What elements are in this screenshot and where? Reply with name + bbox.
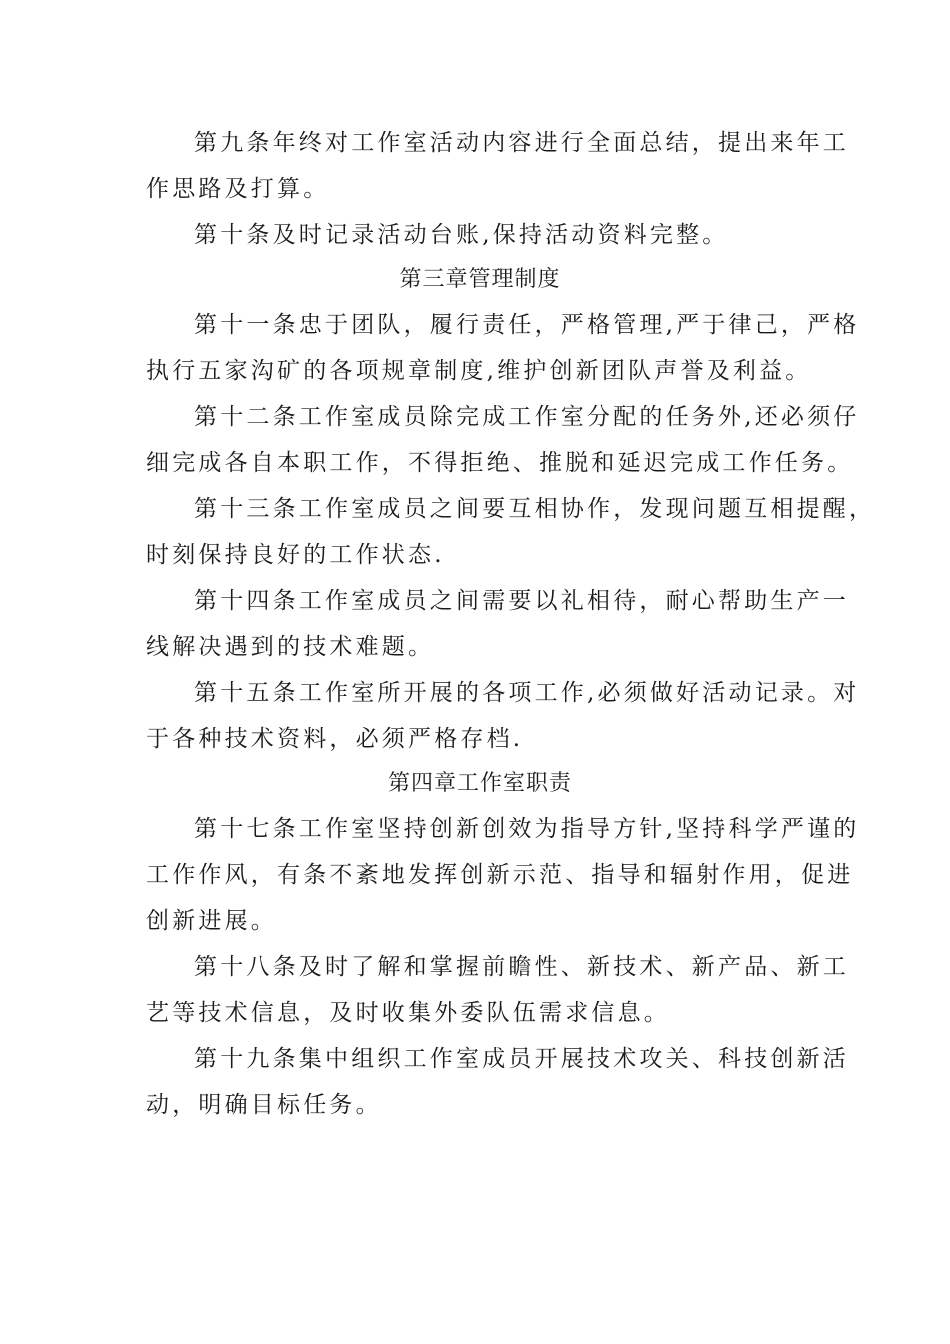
paragraph-line: 第十三条工作室成员之间要互相协作，发现问题互相提醒， bbox=[194, 496, 876, 522]
article-11 bbox=[146, 302, 860, 394]
article-9 bbox=[146, 120, 849, 212]
article-15 bbox=[146, 670, 860, 762]
paragraph-line: 艺等技术信息，及时收集外委队伍需求信息。 bbox=[146, 1000, 670, 1026]
paragraph-line: 细完成各自本职工作，不得拒绝、推脱和延迟完成工作任务。 bbox=[146, 450, 854, 476]
article-19 bbox=[146, 1036, 849, 1128]
paragraph-line: 第九条年终对工作室活动内容进行全面总结，提出来年工 bbox=[194, 130, 849, 156]
paragraph-line: 工作作风，有条不紊地发挥创新示范、指导和辐射作用，促进 bbox=[146, 862, 854, 888]
paragraph-line: 第十九条集中组织工作室成员开展技术攻关、科技创新活 bbox=[194, 1046, 849, 1072]
paragraph-line: 创新进展。 bbox=[146, 908, 277, 934]
paragraph-line: 第十八条及时了解和掌握前瞻性、新技术、新产品、新工 bbox=[194, 954, 849, 980]
chapter-heading: 第三章管理制度 bbox=[399, 267, 561, 292]
paragraph-line: 动，明确目标任务。 bbox=[146, 1092, 382, 1118]
article-12 bbox=[146, 394, 860, 486]
article-13 bbox=[146, 486, 876, 578]
article-17 bbox=[146, 806, 860, 944]
article-10 bbox=[146, 212, 806, 258]
article-18 bbox=[146, 944, 849, 1036]
document-page bbox=[146, 120, 876, 1128]
article-14 bbox=[146, 578, 849, 670]
paragraph-line: 第十一条忠于团队，履行责任，严格管理,严于律己，严格 bbox=[194, 312, 860, 338]
paragraph-line: 第十七条工作室坚持创新创效为指导方针,坚持科学严谨的 bbox=[194, 816, 860, 842]
paragraph-line: 于各种技术资料，必须严格存档. bbox=[146, 726, 524, 752]
paragraph-line: 第十五条工作室所开展的各项工作,必须做好活动记录。对 bbox=[194, 680, 860, 706]
paragraph-line: 线解决遇到的技术难题。 bbox=[146, 634, 435, 660]
paragraph-line: 时刻保持良好的工作状态. bbox=[146, 542, 445, 568]
chapter-heading: 第四章工作室职责 bbox=[387, 771, 572, 796]
paragraph-line: 第十条及时记录活动台账,保持活动资料完整。 bbox=[194, 222, 729, 248]
paragraph-line: 作思路及打算。 bbox=[146, 176, 330, 202]
paragraph-line: 执行五家沟矿的各项规章制度,维护创新团队声誉及利益。 bbox=[146, 358, 812, 384]
paragraph-line: 第十四条工作室成员之间需要以礼相待，耐心帮助生产一 bbox=[194, 588, 849, 614]
paragraph-line: 第十二条工作室成员除完成工作室分配的任务外,还必须仔 bbox=[194, 404, 860, 430]
